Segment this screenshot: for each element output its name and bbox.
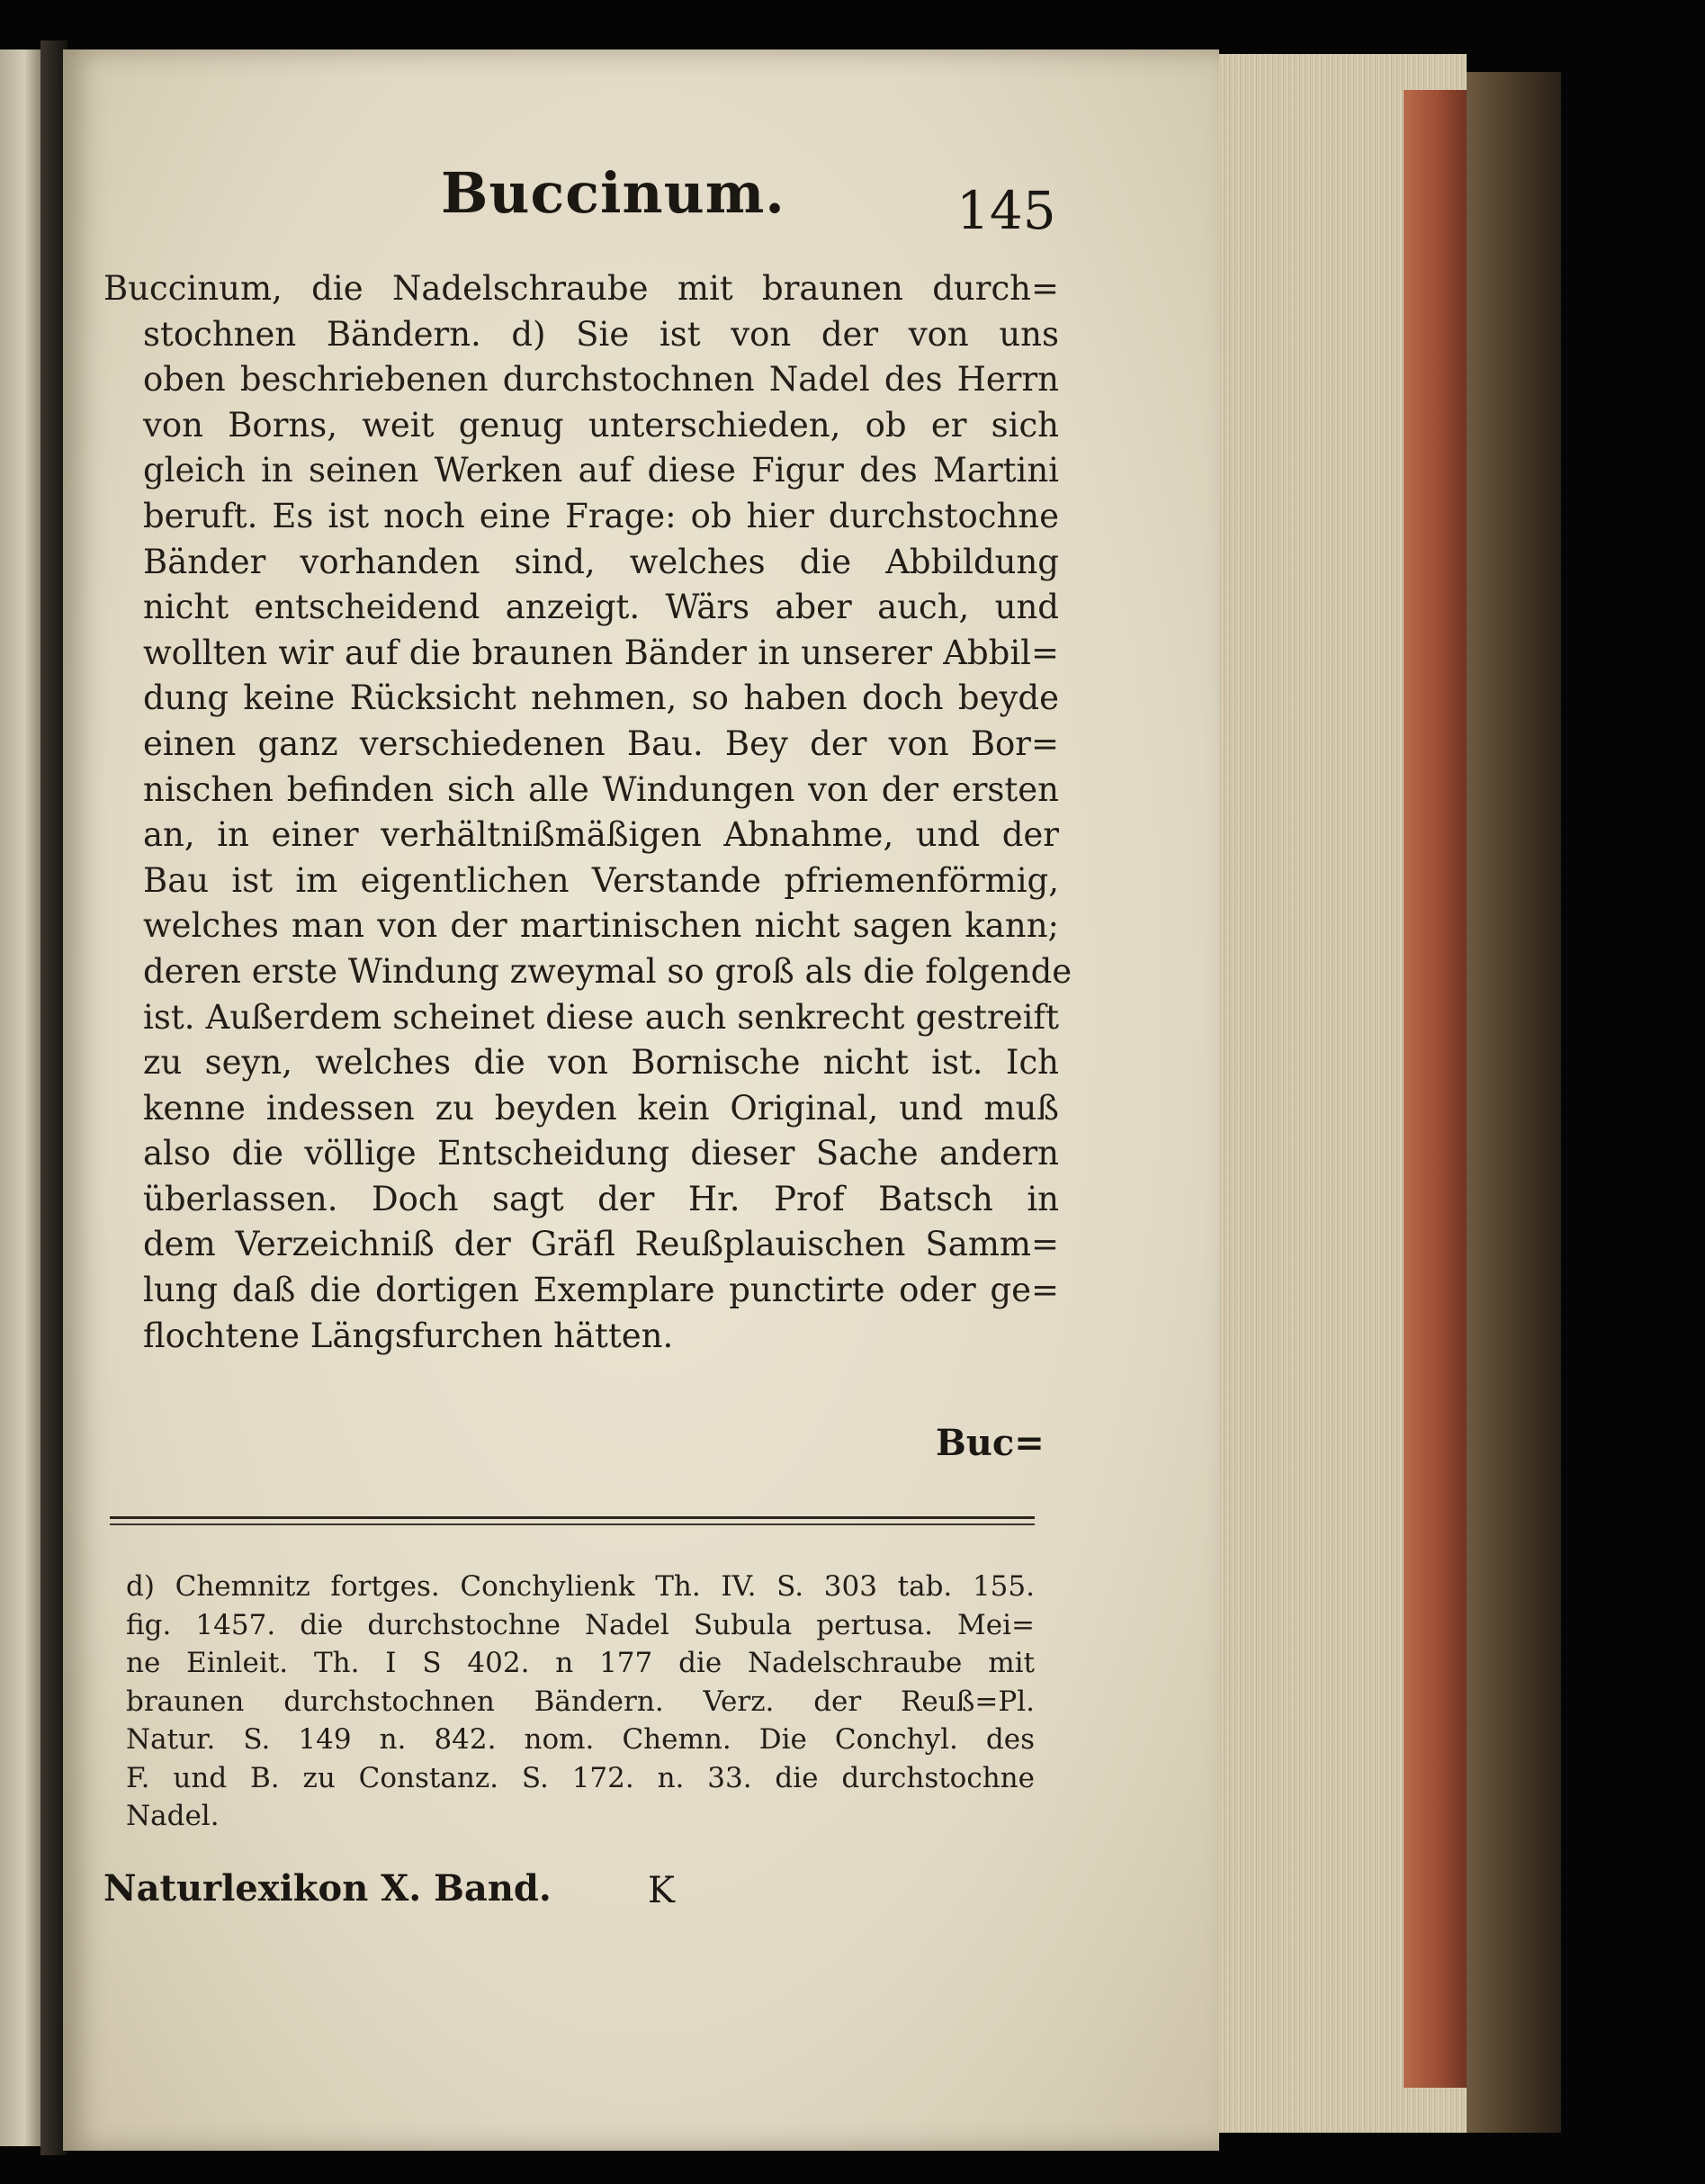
footnote-rule bbox=[110, 1516, 1035, 1519]
footnote-line: ne Einleit. Th. I S 402. n 177 die Nadelschraube mit bbox=[126, 1647, 1035, 1679]
footnote-line: Natur. S. 149 n. 842. nom. Chemn. Die Conchyl. des bbox=[126, 1723, 1035, 1756]
footnote-line: fig. 1457. die durchstochne Nadel Subula pertusa. Mei= bbox=[126, 1608, 1035, 1641]
body-line: ist. Außerdem scheinet diese auch senkrecht gestreift bbox=[143, 997, 1059, 1037]
body-line: dem Verzeichniß der Gräfl Reußplauischen Samm= bbox=[143, 1225, 1059, 1264]
body-line: welches man von der martinischen nicht sagen kann; bbox=[143, 906, 1059, 946]
body-line: Bau ist im eigentlichen Verstande pfriemenförmig, bbox=[143, 860, 1059, 900]
body-line: nicht entscheidend anzeigt. Wärs aber auch, und bbox=[143, 588, 1059, 627]
body-line: oben beschriebenen durchstochnen Nadel des Herrn bbox=[143, 360, 1059, 400]
body-line: deren erste Windung zweymal so groß als die folgende bbox=[143, 951, 1072, 991]
footnote-rule-thin bbox=[110, 1523, 1035, 1525]
footnote-line: braunen durchstochnen Bändern. Verz. der Reuß=Pl. bbox=[126, 1685, 1035, 1718]
body-text bbox=[103, 266, 1072, 1359]
catchword: Buc= bbox=[936, 1422, 1045, 1464]
left-page-edge bbox=[0, 49, 40, 2146]
book-cover-edge bbox=[1467, 72, 1561, 2133]
red-page-edge bbox=[1404, 90, 1467, 2088]
signature-mark: K bbox=[648, 1870, 675, 1911]
footnotes bbox=[126, 1568, 1035, 1836]
body-line: wollten wir auf die braunen Bänder in unserer Abbil= bbox=[143, 633, 1059, 672]
body-line: gleich in seinen Werken auf diese Figur des Martini bbox=[143, 451, 1059, 490]
body-line: überlassen. Doch sagt der Hr. Prof Batsch in bbox=[143, 1179, 1059, 1218]
body-line: flochtene Längsfurchen hätten. bbox=[143, 1316, 674, 1355]
body-line: nischen befinden sich alle Windungen von der ersten bbox=[143, 769, 1059, 809]
body-line: dung keine Rücksicht nehmen, so haben doch beyde bbox=[143, 679, 1059, 718]
running-head: Buccinum. bbox=[441, 160, 785, 226]
page-number: 145 bbox=[956, 180, 1056, 241]
body-line: kenne indessen zu beyden kein Original, und muß bbox=[143, 1088, 1059, 1128]
body-line: also die völlige Entscheidung dieser Sache andern bbox=[143, 1134, 1059, 1173]
body-line: zu seyn, welches die von Bornische nicht ist. Ich bbox=[143, 1043, 1059, 1083]
body-line: beruft. Es ist noch eine Frage: ob hier durchstochne bbox=[143, 496, 1059, 535]
body-line: von Borns, weit genug unterschieden, ob er sich bbox=[143, 405, 1059, 445]
body-line: Buccinum, die Nadelschraube mit braunen durch= bbox=[103, 269, 1059, 308]
body-line: einen ganz verschiedenen Bau. Bey der von Bor= bbox=[143, 724, 1059, 763]
body-line: lung daß die dortigen Exemplare punctirte oder ge= bbox=[143, 1271, 1059, 1310]
footnote-line: Nadel. bbox=[126, 1800, 220, 1832]
body-line: stochnen Bändern. d) Sie ist von der von uns bbox=[143, 314, 1059, 354]
body-line: Bänder vorhanden sind, welches die Abbildung bbox=[143, 542, 1059, 581]
signature-line: Naturlexikon X. Band. bbox=[103, 1867, 552, 1910]
footnote-line: d) Chemnitz fortges. Conchylienk Th. IV. S. 303 tab. 155. bbox=[126, 1570, 1035, 1603]
footnote-line: F. und B. zu Constanz. S. 172. n. 33. die durchstochne bbox=[126, 1761, 1035, 1794]
body-line: an, in einer verhältnißmäßigen Abnahme, und der bbox=[143, 815, 1059, 855]
